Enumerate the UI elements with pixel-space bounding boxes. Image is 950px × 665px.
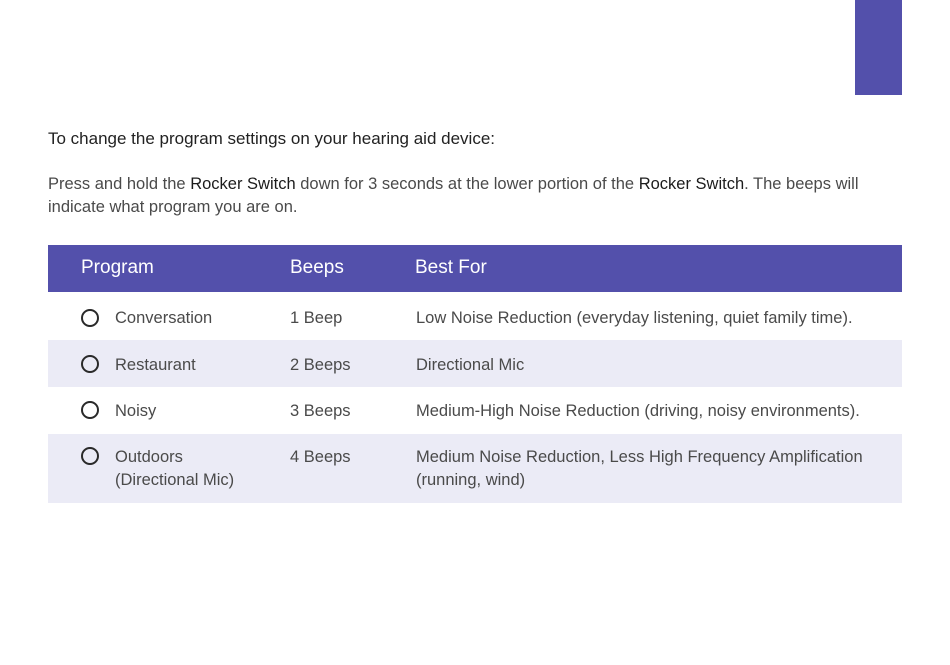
table-header (48, 245, 902, 292)
beeps-count: 3 Beeps (290, 402, 351, 420)
program-table (48, 245, 902, 503)
best-for-text: Low Noise Reduction (everyday listening, quiet family time). (416, 309, 853, 327)
program-name: Restaurant (115, 356, 196, 374)
rocker-switch-term-1: Rocker Switch (190, 175, 296, 193)
header-best-for: Best For (415, 257, 487, 278)
section-heading: To change the program settings on your hearing aid device: (48, 129, 495, 148)
beeps-count: 1 Beep (290, 309, 343, 327)
intro-text-2: down for 3 seconds at the lower portion of the (295, 175, 639, 193)
program-name: Outdoors (Directional Mic) (115, 448, 235, 489)
program-name: Conversation (115, 309, 213, 327)
radio-icon[interactable] (81, 355, 99, 373)
program-name: Noisy (115, 402, 157, 420)
radio-icon[interactable] (81, 401, 99, 419)
header-beeps: Beeps (290, 257, 344, 278)
best-for-text: Directional Mic (416, 356, 525, 374)
instruction-paragraph (48, 173, 908, 219)
radio-icon[interactable] (81, 309, 99, 327)
page-tab-marker (855, 0, 902, 95)
table-row-noisy (48, 387, 902, 434)
table-row-outdoors (48, 434, 902, 503)
radio-icon[interactable] (81, 447, 99, 465)
header-program: Program (81, 257, 154, 278)
intro-text-1: Press and hold the (48, 175, 191, 193)
rocker-switch-term-2: Rocker Switch (638, 175, 745, 193)
best-for-text: Medium-High Noise Reduction (driving, noisy environments). (416, 402, 860, 420)
beeps-count: 2 Beeps (290, 356, 351, 374)
table-row-conversation (48, 292, 902, 340)
beeps-count: 4 Beeps (290, 448, 351, 466)
intro-text-3: . The beeps will indicate what program you are on. (48, 175, 859, 216)
table-row-restaurant (48, 340, 902, 387)
best-for-text: Medium Noise Reduction, Less High Frequency Amplification (running, wind) (416, 448, 863, 489)
